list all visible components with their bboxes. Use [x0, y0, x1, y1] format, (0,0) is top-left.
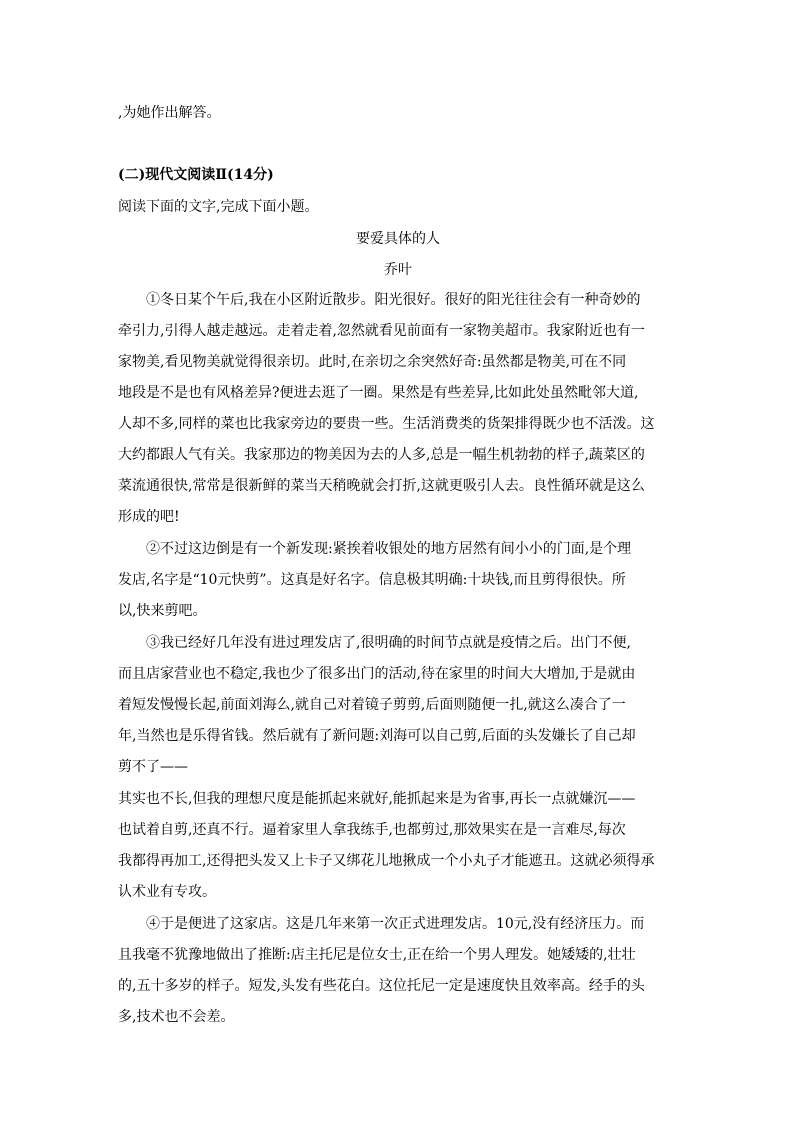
paragraph-2-line: 发店,名字是“10元快剪”。这真是好名字。信息极其明确:十块钱,而且剪得很快。所: [118, 572, 626, 588]
paragraph-2-line: ②不过这边倒是有一个新发现:紧挨着收银处的地方居然有间小小的门面,是个理: [146, 541, 632, 557]
paragraph-3-line: ③我已经好几年没有进过理发店了,很明确的时间节点就是疫情之后。出门不便,: [146, 635, 631, 651]
paragraph-1-line: 牵引力,引得人越走越远。走着走着,忽然就看见前面有一家物美超市。我家附近也有一: [118, 323, 645, 339]
paragraph-1-line: 菜流通很快,常常是很新鲜的菜当天稍晚就会打折,这就更吸引人去。良性循环就是这么: [118, 478, 645, 494]
paragraph-4-line: 的,五十多岁的样子。短发,头发有些花白。这位托尼一定是速度快且效率高。经手的头: [118, 978, 645, 994]
paragraph-3-line: 认术业有专攻。: [118, 884, 216, 900]
paragraph-1-line: 家物美,看见物美就觉得很亲切。此时,在亲切之余突然好奇:虽然都是物美,可在不同: [118, 354, 627, 370]
paragraph-1-line: 形成的吧!: [118, 509, 180, 525]
paragraph-3-line: 而且店家营业也不稳定,我也少了很多出门的活动,待在家里的时间大大增加,于是就由: [118, 666, 636, 682]
paragraph-3-line: 其实也不长,但我的理想尺度是能抓起来就好,能抓起来是为省事,再长一点就嫌沉——: [118, 791, 636, 807]
paragraph-1-line: 大约都跟人气有关。我家那边的物美因为去的人多,总是一幅生机勃勃的样子,蔬菜区的: [118, 447, 645, 463]
paragraph-3-line: 年,当然也是乐得省钱。然后就有了新问题:刘海可以自己剪,后面的头发嫌长了自己却: [118, 728, 636, 744]
text-line: ,为她作出解答。: [118, 105, 221, 121]
article-title: 要爱具体的人: [356, 231, 440, 247]
paragraph-2-line: 以,快来剪吧。: [118, 603, 207, 619]
instruction-line: 阅读下面的文字,完成下面小题。: [118, 199, 319, 215]
paragraph-1-line: 地段是不是也有风格差异?便进去逛了一圈。果然是有些差异,比如此处虽然毗邻大道,: [118, 385, 639, 401]
paragraph-3-line: 着短发慢慢长起,前面刘海么,就自己对着镜子剪剪,后面则随便一扎,就这么凑合了一: [118, 697, 626, 713]
paragraph-4-line: ④于是便进了这家店。这是几年来第一次正式进理发店。10元,没有经济压力。而: [146, 916, 645, 932]
paragraph-1-line: ①冬日某个午后,我在小区附近散步。阳光很好。很好的阳光往往会有一种奇妙的: [146, 292, 641, 308]
paragraph-3-line: 我都得再加工,还得把头发又上卡子又绑花儿地揪成一个小丸子才能遮丑。这就必须得承: [118, 853, 655, 869]
paragraph-1-line: 人却不多,同样的菜也比我家旁边的要贵一些。生活消费类的货架排得既少也不活泼。这: [118, 416, 655, 432]
paragraph-3-line: 剪不了——: [118, 759, 188, 775]
paragraph-4-line: 多,技术也不会差。: [118, 1009, 235, 1025]
article-author: 乔叶: [384, 262, 412, 278]
section-heading: (二)现代文阅读Ⅱ(14分): [118, 167, 274, 183]
paragraph-4-line: 且我毫不犹豫地做出了推断:店主托尼是位女士,正在给一个男人理发。她矮矮的,壮壮: [118, 947, 636, 963]
paragraph-3-line: 也试着自剪,还真不行。逼着家里人拿我练手,也都剪过,那效果实在是一言难尽,每次: [118, 822, 626, 838]
